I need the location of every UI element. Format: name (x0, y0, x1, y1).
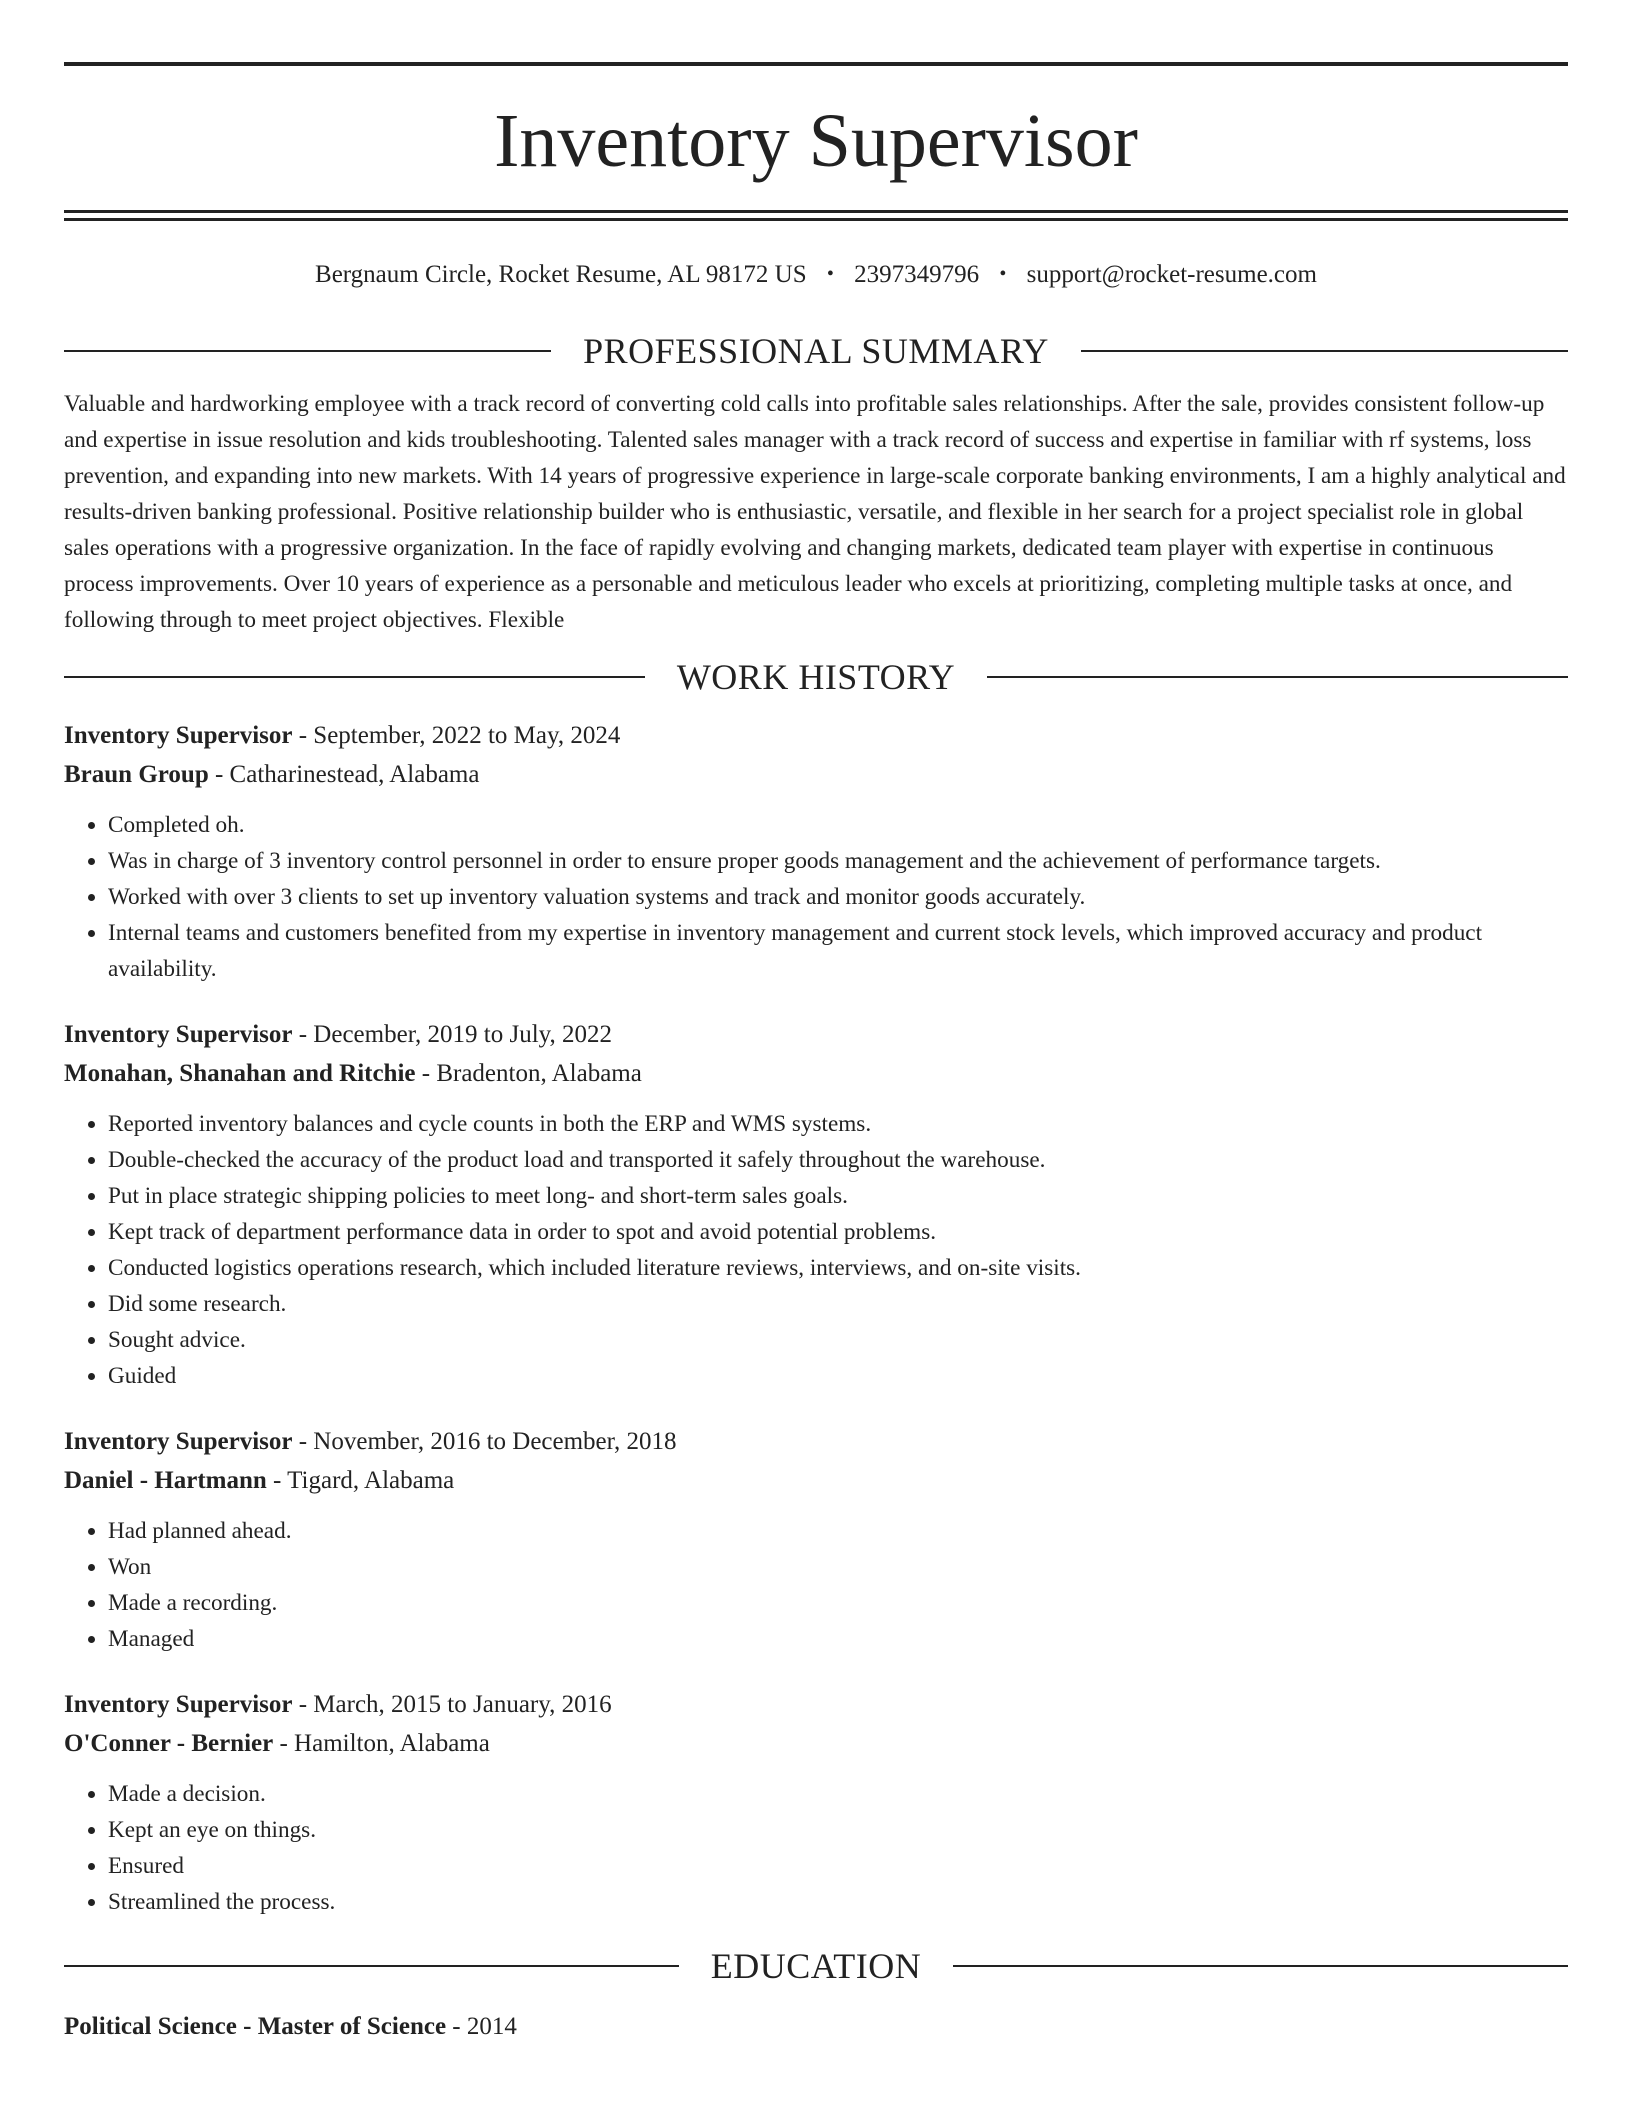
resume-page (64, 0, 1568, 2046)
phone: 2397349796 (854, 261, 980, 288)
double-rule (64, 210, 1568, 221)
bullet-item: • Worked with over 3 clients to set up inventory valuation systems and track and monitor goods accurately. (108, 879, 1568, 915)
education-year: - 2014 (446, 2013, 517, 2040)
bullet-item: • Conducted logistics operations research, which included literature reviews, interviews, and on-site visits. (108, 1250, 1568, 1286)
section-title: WORK HISTORY (676, 657, 956, 697)
job-bullets (64, 1513, 1568, 1657)
bullet-item: • Had planned ahead. (108, 1513, 1568, 1549)
address: Bergnaum Circle, Rocket Resume, AL 98172 US (315, 261, 807, 288)
company-line (64, 755, 1568, 794)
company-line (64, 1461, 1568, 1500)
divider (64, 676, 645, 678)
bullet-item: • Won (108, 1549, 1568, 1585)
job-dates: - December, 2019 to July, 2022 (292, 1021, 613, 1048)
job-title-line (64, 1015, 1568, 1054)
bullet-item: • Managed (108, 1621, 1568, 1657)
job-title-line (64, 1685, 1568, 1724)
job-entry (64, 1685, 1568, 1920)
job-bullets (64, 1776, 1568, 1920)
education-list (64, 2007, 1568, 2046)
job-title: Inventory Supervisor (64, 1691, 293, 1718)
job-title: Inventory Supervisor (64, 722, 293, 749)
job-title-line (64, 1422, 1568, 1461)
section-header-summary (64, 330, 1568, 372)
job-title: Inventory Supervisor (64, 1021, 293, 1048)
bullet-item: • Kept an eye on things. (108, 1812, 1568, 1848)
bullet-item: • Streamlined the process. (108, 1884, 1568, 1920)
bullet-item: • Put in place strategic shipping policies to meet long- and short-term sales goals. (108, 1178, 1568, 1214)
bullet-item: • Made a recording. (108, 1585, 1568, 1621)
section-header-education (64, 1945, 1568, 1987)
divider (64, 1965, 679, 1967)
company-name: Monahan, Shanahan and Ritchie (64, 1060, 416, 1087)
divider (64, 350, 551, 352)
section-header-work (64, 656, 1568, 698)
bullet-item: • Sought advice. (108, 1322, 1568, 1358)
bullet-item: • Reported inventory balances and cycle counts in both the ERP and WMS systems. (108, 1106, 1568, 1142)
job-title: Inventory Supervisor (64, 1428, 293, 1455)
company-location: - Catharinestead, Alabama (208, 761, 480, 788)
page-title: Inventory Supervisor (494, 99, 1138, 183)
section-title: EDUCATION (710, 1946, 922, 1986)
job-dates: - September, 2022 to May, 2024 (292, 722, 621, 749)
job-entry (64, 1015, 1568, 1394)
top-rule (64, 62, 1568, 66)
job-entry (64, 716, 1568, 987)
section-title: PROFESSIONAL SUMMARY (583, 331, 1049, 371)
work-history-list (64, 716, 1568, 1920)
divider (987, 676, 1568, 678)
divider (1081, 350, 1568, 352)
job-bullets (64, 1106, 1568, 1394)
summary-text: Valuable and hardworking employee with a track record of converting cold calls into profitable sales relationships. After the sale, provides consistent follow-up and expertise in issue resolution and kids troubleshooting. Talented sales manager with a track record of success and expertise in familiar with rf systems, loss prevention, and expanding into new markets. With 14 years of progressive experience in large-scale corporate banking environments, I am a highly analytical and results-driven banking professional. Positive relationship builder who is enthusiastic, versatile, and flexible in her search for a project specialist role in global sales operations with a progressive organization. In the face of rapidly evolving and changing markets, dedicated team player with expertise in continuous process improvements. Over 10 years of experience as a personable and meticulous leader who excels at prioritizing, completing multiple tasks at once, and following through to meet project objectives. Flexible (64, 391, 1566, 633)
job-entry (64, 1422, 1568, 1657)
job-dates: - March, 2015 to January, 2016 (292, 1691, 612, 1718)
bullet-item: • Did some research. (108, 1286, 1568, 1322)
bullet-item: • Internal teams and customers benefited from my expertise in inventory management and current stock levels, which improved accuracy and product availability. (108, 915, 1568, 987)
email: support@rocket-resume.com (1026, 261, 1317, 288)
job-dates: - November, 2016 to December, 2018 (292, 1428, 677, 1455)
company-location: - Tigard, Alabama (266, 1467, 455, 1494)
company-name: Braun Group (64, 761, 209, 788)
contact-line (64, 257, 1568, 291)
company-location: - Hamilton, Alabama (273, 1730, 490, 1757)
bullet-item: • Made a decision. (108, 1776, 1568, 1812)
education-entry (64, 2007, 1568, 2046)
divider (953, 1965, 1568, 1967)
company-name: O'Conner - Bernier (64, 1730, 274, 1757)
job-title-line (64, 716, 1568, 755)
company-name: Daniel - Hartmann (64, 1467, 267, 1494)
bullet-item: • Completed oh. (108, 807, 1568, 843)
company-location: - Bradenton, Alabama (415, 1060, 642, 1087)
bullet-item: • Guided (108, 1358, 1568, 1394)
separator-dot: • (999, 263, 1007, 285)
company-line (64, 1724, 1568, 1763)
bullet-item: • Ensured (108, 1848, 1568, 1884)
bullet-item: • Kept track of department performance data in order to spot and avoid potential problems. (108, 1214, 1568, 1250)
job-bullets (64, 807, 1568, 987)
bullet-item: • Was in charge of 3 inventory control personnel in order to ensure proper goods management and the achievement of performance targets. (108, 843, 1568, 879)
company-line (64, 1054, 1568, 1093)
separator-dot: • (826, 263, 834, 285)
degree: Political Science - Master of Science (64, 2013, 447, 2040)
bullet-item: • Double-checked the accuracy of the product load and transported it safely throughout the warehouse. (108, 1142, 1568, 1178)
